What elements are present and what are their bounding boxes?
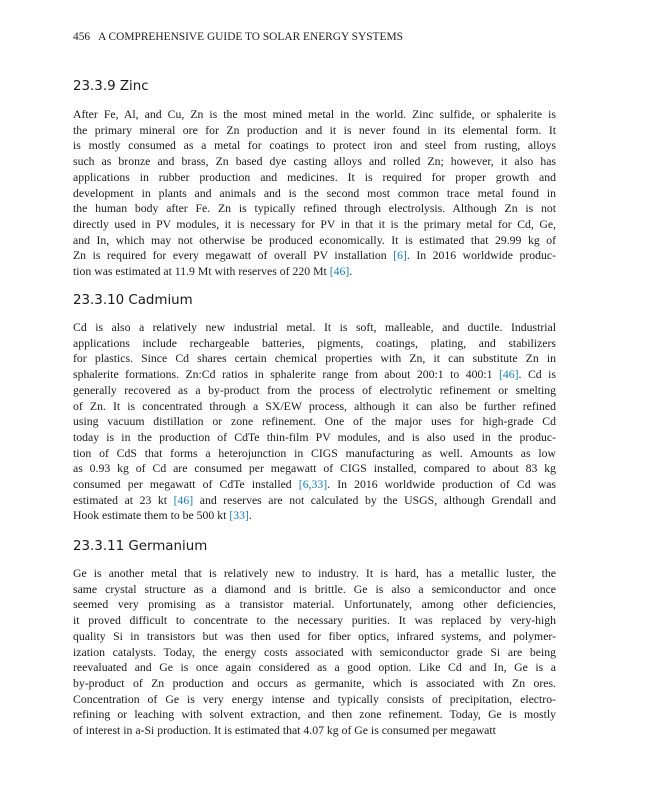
text-line: same crystal structure as a diamond and is brittle. Ge is also a semiconductor and once <box>73 582 556 596</box>
citation-link[interactable]: [46] <box>329 265 350 279</box>
section-body <box>73 107 556 280</box>
page-number: 456 <box>73 31 91 43</box>
text-line: the human body after Fe. Zn is typically refined through electrolysis. Although Zn is not <box>73 202 556 216</box>
section-body <box>73 566 556 739</box>
text-line: it proved difficult to concentrate to the necessary purities. It was replaced by very-high <box>73 614 556 628</box>
text-line: is mostly consumed as a metal for coatings to protect iron and steel from rusting, alloys <box>73 139 556 153</box>
text-line: estimated at 23 kt [46] and reserves are not calculated by the USGS, although Grendall and <box>73 493 556 507</box>
text-line: After Fe, Al, and Cu, Zn is the most mined metal in the world. Zinc sulfide, or sphalerite is <box>73 108 556 121</box>
text-line: development in plants and animals and is the second most common trace metal found in <box>73 186 556 200</box>
book-title: A COMPREHENSIVE GUIDE TO SOLAR ENERGY SYSTEMS <box>98 31 403 43</box>
section-germanium <box>73 538 556 739</box>
text-line: such as bronze and brass, Zn based dye casting alloys and rolled Zn; however, it also has <box>73 155 556 169</box>
text-line: tion was estimated at 11.9 Mt with reserves of 220 Mt [46]. <box>73 265 353 279</box>
text-line: Ge is another metal that is relatively new to industry. It is hard, has a metallic luster, the <box>73 567 556 580</box>
text-line: of Zn. It is concentrated through a SX/EW process, although it can also be further refined <box>73 399 556 413</box>
text-line: applications include rechargeable batteries, pigments, coatings, plating, and stabilizers <box>73 336 556 350</box>
text-line: tion of CdS that forms a heterojunction in CIGS manufacturing as well. Amounts as low <box>73 446 556 460</box>
citation-link[interactable]: [46] <box>173 493 194 507</box>
text-line: ization catalysts. Today, the energy costs associated with semiconductor grade Si are being <box>73 645 556 659</box>
text-line: Hook estimate them to be 500 kt [33]. <box>73 509 252 523</box>
text-line: for plastics. Since Cd shares certain chemical properties with Zn, it can substitute Zn in <box>73 352 556 366</box>
section-title: 23.3.9 Zinc <box>73 79 149 94</box>
citation-link[interactable]: [6,33] <box>298 478 328 492</box>
section-title: 23.3.11 Germanium <box>73 539 208 554</box>
text-line: Concentration of Ge is very energy intense and typically consists of precipitation, electro- <box>73 692 556 706</box>
section-body <box>73 320 556 524</box>
text-line: seemed very promising as a transistor material. Unfortunately, among other deficiencies, <box>73 598 556 612</box>
text-line: using vacuum distillation or zone refinement. One of the major uses for high-grade Cd <box>73 415 556 429</box>
text-line: Zn is required for every megawatt of overall PV installation [6]. In 2016 worldwide produc- <box>73 249 556 263</box>
text-line: the primary mineral ore for Zn production and it is never found in its elemental form. It <box>73 123 556 137</box>
text-line: quality Si in transistors but was then used for fiber optics, infrared systems, and polymer- <box>73 629 556 643</box>
text-line: today is in the production of CdTe thin-film PV modules, and is also used in the produc- <box>73 430 556 444</box>
citation-link[interactable]: [46] <box>498 368 519 382</box>
text-line: and In, which may not otherwise be produced economically. It is estimated that 29.99 kg of <box>73 233 556 247</box>
text-line: reevaluated and Ge is once again considered as a good option. Like Cd and In, Ge is a <box>73 661 556 675</box>
text-line: by-product of Zn production and occurs as germanite, which is associated with Zn ores. <box>73 676 556 690</box>
text-line: generally recovered as a by-product from the process of electrolytic refinement or smelting <box>73 383 556 397</box>
section-zinc <box>73 78 556 280</box>
text-line: sphalerite formations. Zn:Cd ratios in sphalerite range from about 200:1 to 400:1 [46]. Cd is <box>73 368 556 382</box>
running-header <box>73 31 573 43</box>
text-line: directly used in PV modules, it is necessary for PV in that it is the primary metal for Cd, Ge, <box>73 217 556 231</box>
text-line: Cd is also a relatively new industrial metal. It is soft, malleable, and ductile. Industrial <box>73 321 556 334</box>
text-line: applications in rubber production and medicines. It is required for proper growth and <box>73 170 556 184</box>
text-line: refining or leaching with solvent extraction, and then zone refinement. Today, Ge is mostly <box>73 708 556 722</box>
section-cadmium <box>73 292 556 524</box>
text-line: as 0.93 kg of Cd are consumed per megawatt of CIGS installed, compared to about 83 kg <box>73 462 556 476</box>
text-line: of interest in a-Si production. It is estimated that 4.07 kg of Ge is consumed per megawatt <box>73 724 496 738</box>
text-line: consumed per megawatt of CdTe installed [6,33]. In 2016 worldwide production of Cd was <box>73 478 556 492</box>
section-title: 23.3.10 Cadmium <box>73 293 193 308</box>
citation-link[interactable]: [33] <box>229 509 249 523</box>
citation-link[interactable]: [6] <box>393 249 407 263</box>
